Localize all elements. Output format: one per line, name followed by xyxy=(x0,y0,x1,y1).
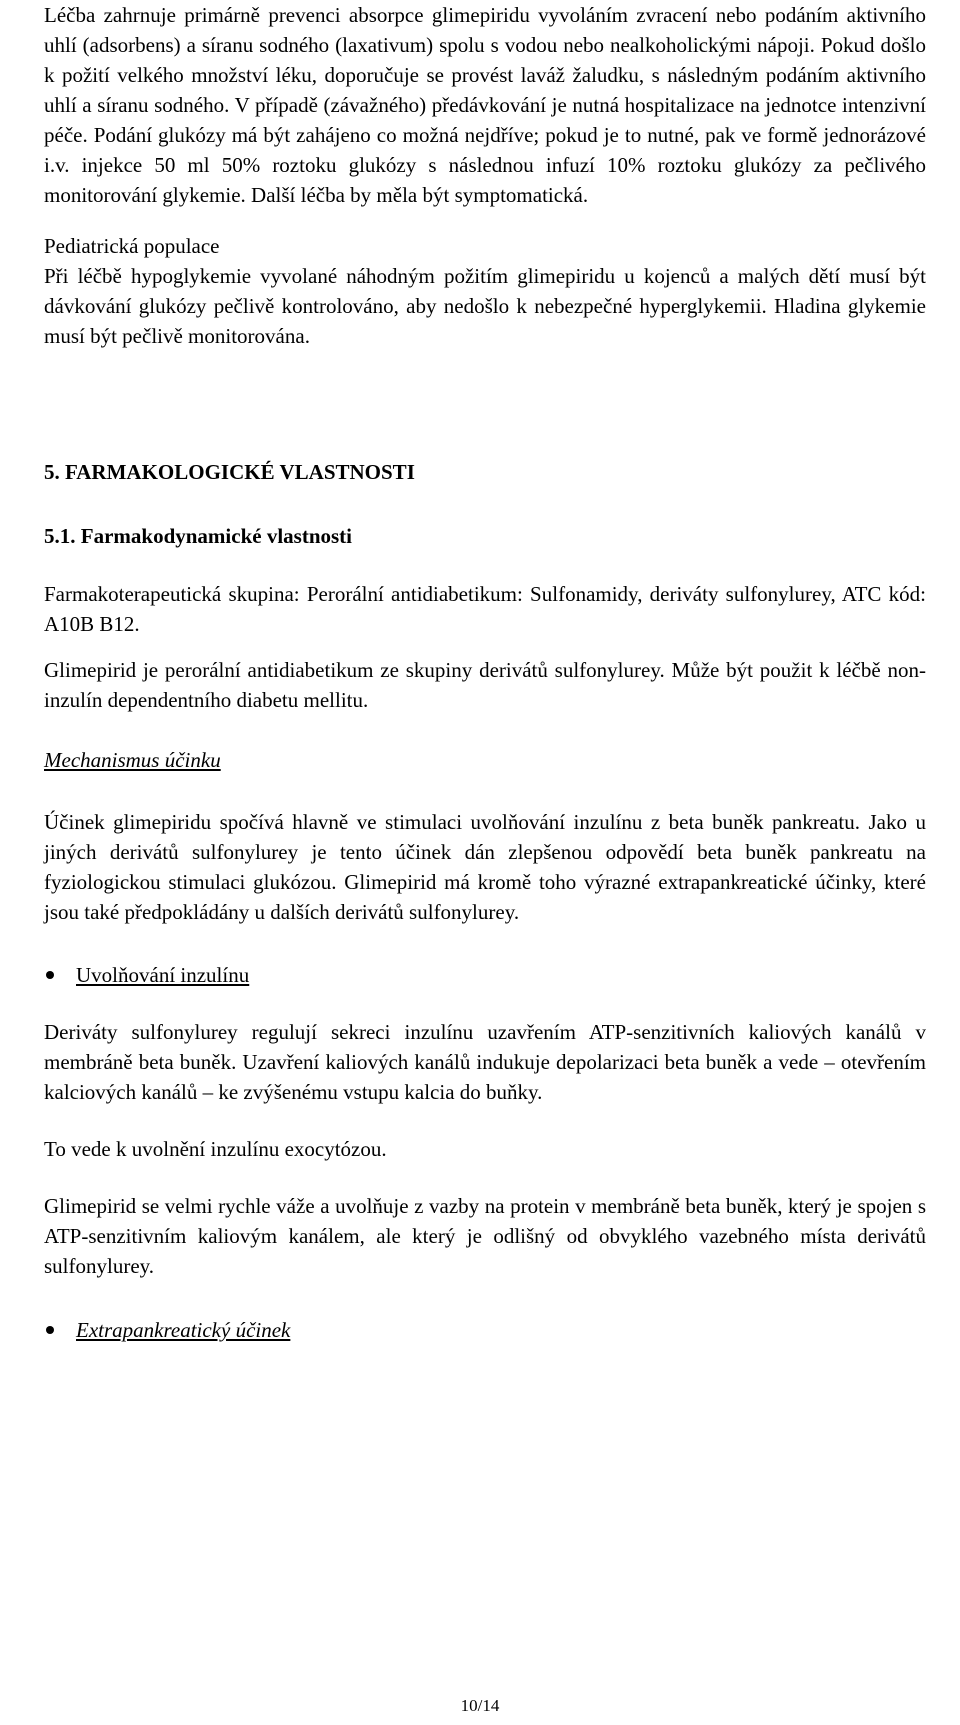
mechanism-heading: Mechanismus účinku xyxy=(44,748,221,772)
bullet-icon xyxy=(46,1326,54,1334)
document-page xyxy=(44,0,926,1345)
bullet-icon xyxy=(46,971,54,979)
exocytosis-paragraph: To vede k uvolnění inzulínu exocytózou. xyxy=(44,1137,387,1161)
bullet-label: Uvolňování inzulínu xyxy=(76,963,250,987)
sulfonylurea-paragraph: Deriváty sulfonylurey regulují sekreci inzulínu uzavřením ATP-senzitivních kaliových kanálů v membráně beta buněk. Uzavření kaliových kanálů indukuje depolarizaci beta buněk a vede – otevřením kalciových kanálů – ke zvýšenému vstupu kalcia do buňky. xyxy=(44,1020,926,1104)
binding-paragraph: Glimepirid se velmi rychle váže a uvolňuje z vazby na protein v membráně beta buněk, který je spojen s ATP-senzitivním kaliovým kanálem, ale který je odlišný od obvyklého vazebného místa derivátů sulfonylurey. xyxy=(44,1194,926,1278)
page-number: 10/14 xyxy=(460,1696,500,1715)
overdose-treatment-paragraph: Léčba zahrnuje primárně prevenci absorpce glimepiridu vyvoláním zvracení nebo podáním aktivního uhlí (adsorbens) a síranu sodného (laxativum) spolu s vodou nebo nealkoholickými nápoji. Pokud došlo k požití velkého množství léku, doporučuje se provést laváž žaludku, s následným podáním aktivního uhlí a síranu sodného. V případě (závažného) předávkování je nutná hospitalizace na jednotce intenzivní péče. Podání glukózy má být zahájeno co možná nejdříve; pokud je to nutné, pak ve formě jednorázové i.v. injekce 50 ml 50% roztoku glukózy s následnou infuzí 10% roztoku glukózy za pečlivého monitorování glykemie. Další léčba by měla být symptomatická. xyxy=(44,3,926,207)
pediatric-heading: Pediatrická populace xyxy=(44,234,220,258)
atc-paragraph: Farmakoterapeutická skupina: Perorální antidiabetikum: Sulfonamidy, deriváty sulfonylurey, ATC kód: A10B B12. xyxy=(44,582,926,636)
mechanism-paragraph: Účinek glimepiridu spočívá hlavně ve stimulaci uvolňování inzulínu z beta buněk pankreatu. Jako u jiných derivátů sulfonylurey je tento účinek dán zlepšenou odpovědí beta buněk pankreatu na fyziologickou stimulaci glukózou. Glimepirid má kromě toho výrazné extrapankreatické účinky, které jsou také předpokládány u dalších derivátů sulfonylurey. xyxy=(44,810,926,924)
bullet-insulin-release xyxy=(44,960,926,990)
section-title: 5. FARMAKOLOGICKÉ VLASTNOSTI xyxy=(44,460,415,484)
bullet-label: Extrapankreatický účinek xyxy=(76,1318,291,1342)
bullet-extrapancreatic xyxy=(44,1315,926,1345)
general-paragraph: Glimepirid je perorální antidiabetikum ze skupiny derivátů sulfonylurey. Může být použit k léčbě non-inzulín dependentního diabetu mellitu. xyxy=(44,658,926,712)
pediatric-paragraph: Při léčbě hypoglykemie vyvolané náhodným požitím glimepiridu u kojenců a malých dětí musí být dávkování glukózy pečlivě kontrolováno, aby nedošlo k nebezpečné hyperglykemii. Hladina glykemie musí být pečlivě monitorována. xyxy=(44,264,926,348)
subsection-title: 5.1. Farmakodynamické vlastnosti xyxy=(44,524,353,548)
